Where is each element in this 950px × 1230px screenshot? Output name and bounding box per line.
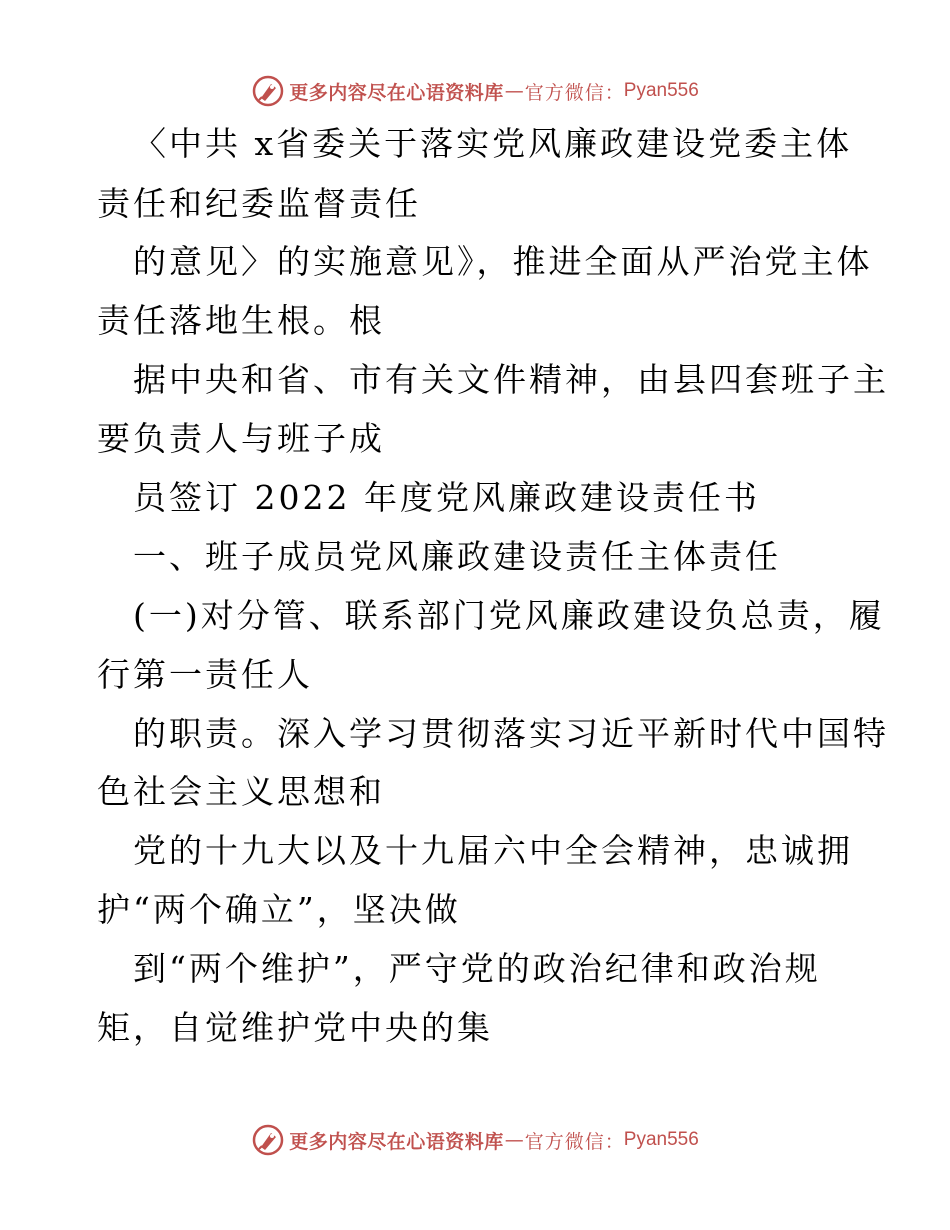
- pen-nib-logo-icon: [251, 74, 285, 108]
- text-line: 据中央和省、市有关文件精神，由县四套班子主: [133, 360, 889, 399]
- colon: ：: [604, 81, 624, 104]
- header-banner[interactable]: [0, 71, 950, 111]
- brand-text: 更多内容尽在心语资料库: [289, 1130, 504, 1153]
- wechat-label: 官方微信: [524, 81, 605, 104]
- colon: ：: [604, 1130, 624, 1153]
- text-line: 的职责。深入学习贯彻落实习近平新时代中国特: [133, 714, 889, 753]
- text-line: 一、班子成员党风廉政建设责任主体责任: [133, 537, 781, 576]
- separator: —: [504, 1129, 524, 1151]
- text-line: 〈中共 x省委关于落实党风廉政建设党委主体: [133, 124, 853, 163]
- wechat-id: Pyan556: [623, 80, 699, 101]
- brand-text: 更多内容尽在心语资料库: [289, 81, 504, 104]
- text-line: 责任和纪委监督责任: [97, 184, 421, 223]
- text-line: 党的十九大以及十九届六中全会精神，忠诚拥: [133, 831, 853, 870]
- wechat-id: Pyan556: [623, 1129, 699, 1150]
- footer-banner[interactable]: [0, 1120, 950, 1160]
- pen-nib-logo-icon: [251, 1123, 285, 1157]
- text-line: 色社会主义思想和: [97, 772, 385, 811]
- text-line: 的意见〉的实施意见》，推进全面从严治党主体: [133, 242, 873, 281]
- text-line: 员签订 2022 年度党风廉政建设责任书: [133, 478, 760, 517]
- text-line: 到“两个维护”，严守党的政治纪律和政治规: [133, 949, 821, 988]
- wechat-label: 官方微信: [524, 1130, 605, 1153]
- text-line: 要负责人与班子成: [97, 419, 385, 458]
- text-line: 护“两个确立”，坚决做: [97, 890, 461, 929]
- text-line: (一)对分管、联系部门党风廉政建设负总责，履: [133, 596, 885, 635]
- text-line: 矩，自觉维护党中央的集: [97, 1008, 493, 1047]
- text-line: 责任落地生根。根: [97, 301, 385, 340]
- text-line: 行第一责任人: [97, 655, 313, 694]
- separator: —: [504, 80, 524, 102]
